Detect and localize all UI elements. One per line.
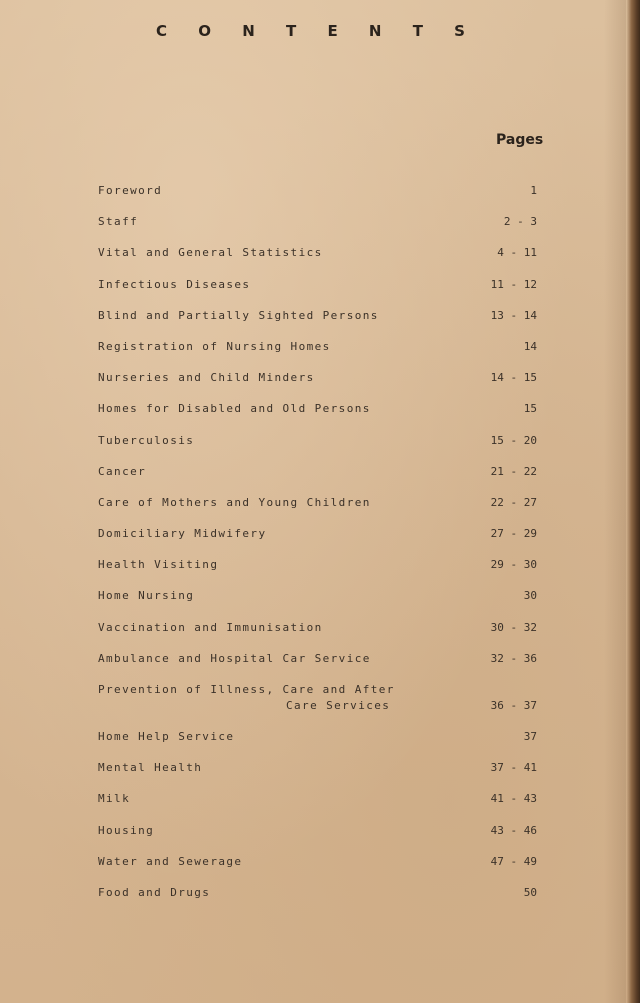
entry-title: Registration of Nursing Homes bbox=[98, 339, 331, 353]
entry-title: Care of Mothers and Young Children bbox=[98, 495, 371, 509]
entry-title: Infectious Diseases bbox=[98, 277, 251, 291]
entry-pages: 11 - 12 bbox=[490, 277, 537, 291]
contents-entry bbox=[0, 433, 640, 464]
contents-entry bbox=[0, 682, 640, 729]
entry-pages: 30 bbox=[523, 589, 537, 603]
entry-title: Vaccination and Immunisation bbox=[98, 620, 323, 634]
contents-entry bbox=[0, 245, 640, 276]
entry-pages: 1 bbox=[530, 184, 537, 197]
contents-entry bbox=[0, 791, 640, 822]
entry-title: Domiciliary Midwifery bbox=[98, 527, 267, 541]
contents-entry bbox=[0, 183, 640, 214]
entry-pages: 29 - 30 bbox=[490, 558, 537, 572]
entry-pages: 15 bbox=[523, 402, 537, 416]
contents-entry bbox=[0, 823, 640, 854]
entry-title: Home Help Service bbox=[98, 730, 235, 743]
entry-title: Home Nursing bbox=[98, 589, 195, 603]
entry-pages: 32 - 36 bbox=[490, 651, 537, 665]
contents-entry bbox=[0, 339, 640, 370]
entry-title: Milk bbox=[98, 792, 131, 806]
entry-title: Housing bbox=[98, 823, 155, 837]
entry-pages: 15 - 20 bbox=[490, 433, 537, 447]
contents-entry bbox=[0, 214, 640, 245]
contents-entry bbox=[0, 526, 640, 557]
contents-entry bbox=[0, 401, 640, 432]
entry-pages: 27 - 29 bbox=[490, 527, 537, 541]
entry-title: Water and Sewerage bbox=[98, 854, 243, 868]
entry-title: Foreword bbox=[98, 184, 163, 197]
entry-title: Food and Drugs bbox=[98, 885, 211, 899]
contents-entry bbox=[0, 885, 640, 916]
entry-pages: 22 - 27 bbox=[490, 495, 537, 509]
contents-entry bbox=[0, 760, 640, 791]
entry-title: Mental Health bbox=[98, 761, 203, 775]
entry-title: Staff bbox=[98, 215, 139, 229]
contents-entry bbox=[0, 651, 640, 682]
entry-pages: 41 - 43 bbox=[490, 792, 537, 806]
contents-entry bbox=[0, 370, 640, 401]
entry-title: Vital and General Statistics bbox=[98, 246, 323, 260]
contents-entry bbox=[0, 464, 640, 495]
contents-list bbox=[0, 183, 640, 916]
pages-column-header: Pages bbox=[496, 132, 544, 148]
entry-pages: 13 - 14 bbox=[490, 308, 537, 322]
entry-title: Homes for Disabled and Old Persons bbox=[98, 402, 371, 416]
contents-entry bbox=[0, 308, 640, 339]
entry-pages: 36 - 37 bbox=[490, 699, 537, 712]
entry-title-continuation: Care Services bbox=[286, 699, 391, 712]
entry-title: Cancer bbox=[98, 464, 147, 478]
entry-title: Ambulance and Hospital Car Service bbox=[98, 651, 371, 665]
entry-pages: 14 - 15 bbox=[490, 371, 537, 385]
entry-pages: 50 bbox=[523, 885, 537, 899]
page-title: C O N T E N T S bbox=[156, 22, 478, 40]
contents-entry bbox=[0, 588, 640, 619]
entry-pages: 30 - 32 bbox=[490, 620, 537, 634]
entry-title: Prevention of Illness, Care and After bbox=[98, 683, 395, 696]
contents-entry bbox=[0, 557, 640, 588]
entry-pages: 37 - 41 bbox=[490, 761, 537, 775]
entry-title: Health Visiting bbox=[98, 558, 219, 572]
contents-entry bbox=[0, 854, 640, 885]
entry-title: Nurseries and Child Minders bbox=[98, 371, 315, 385]
entry-pages: 47 - 49 bbox=[490, 854, 537, 868]
entry-pages: 43 - 46 bbox=[490, 823, 537, 837]
entry-pages: 14 bbox=[523, 339, 537, 353]
entry-pages: 37 bbox=[523, 730, 537, 743]
entry-pages: 2 - 3 bbox=[503, 215, 537, 229]
contents-entry bbox=[0, 729, 640, 760]
entry-pages: 21 - 22 bbox=[490, 464, 537, 478]
contents-entry bbox=[0, 277, 640, 308]
contents-entry bbox=[0, 620, 640, 651]
entry-title: Blind and Partially Sighted Persons bbox=[98, 308, 379, 322]
entry-pages: 4 - 11 bbox=[497, 246, 537, 260]
entry-title: Tuberculosis bbox=[98, 433, 195, 447]
contents-entry bbox=[0, 495, 640, 526]
